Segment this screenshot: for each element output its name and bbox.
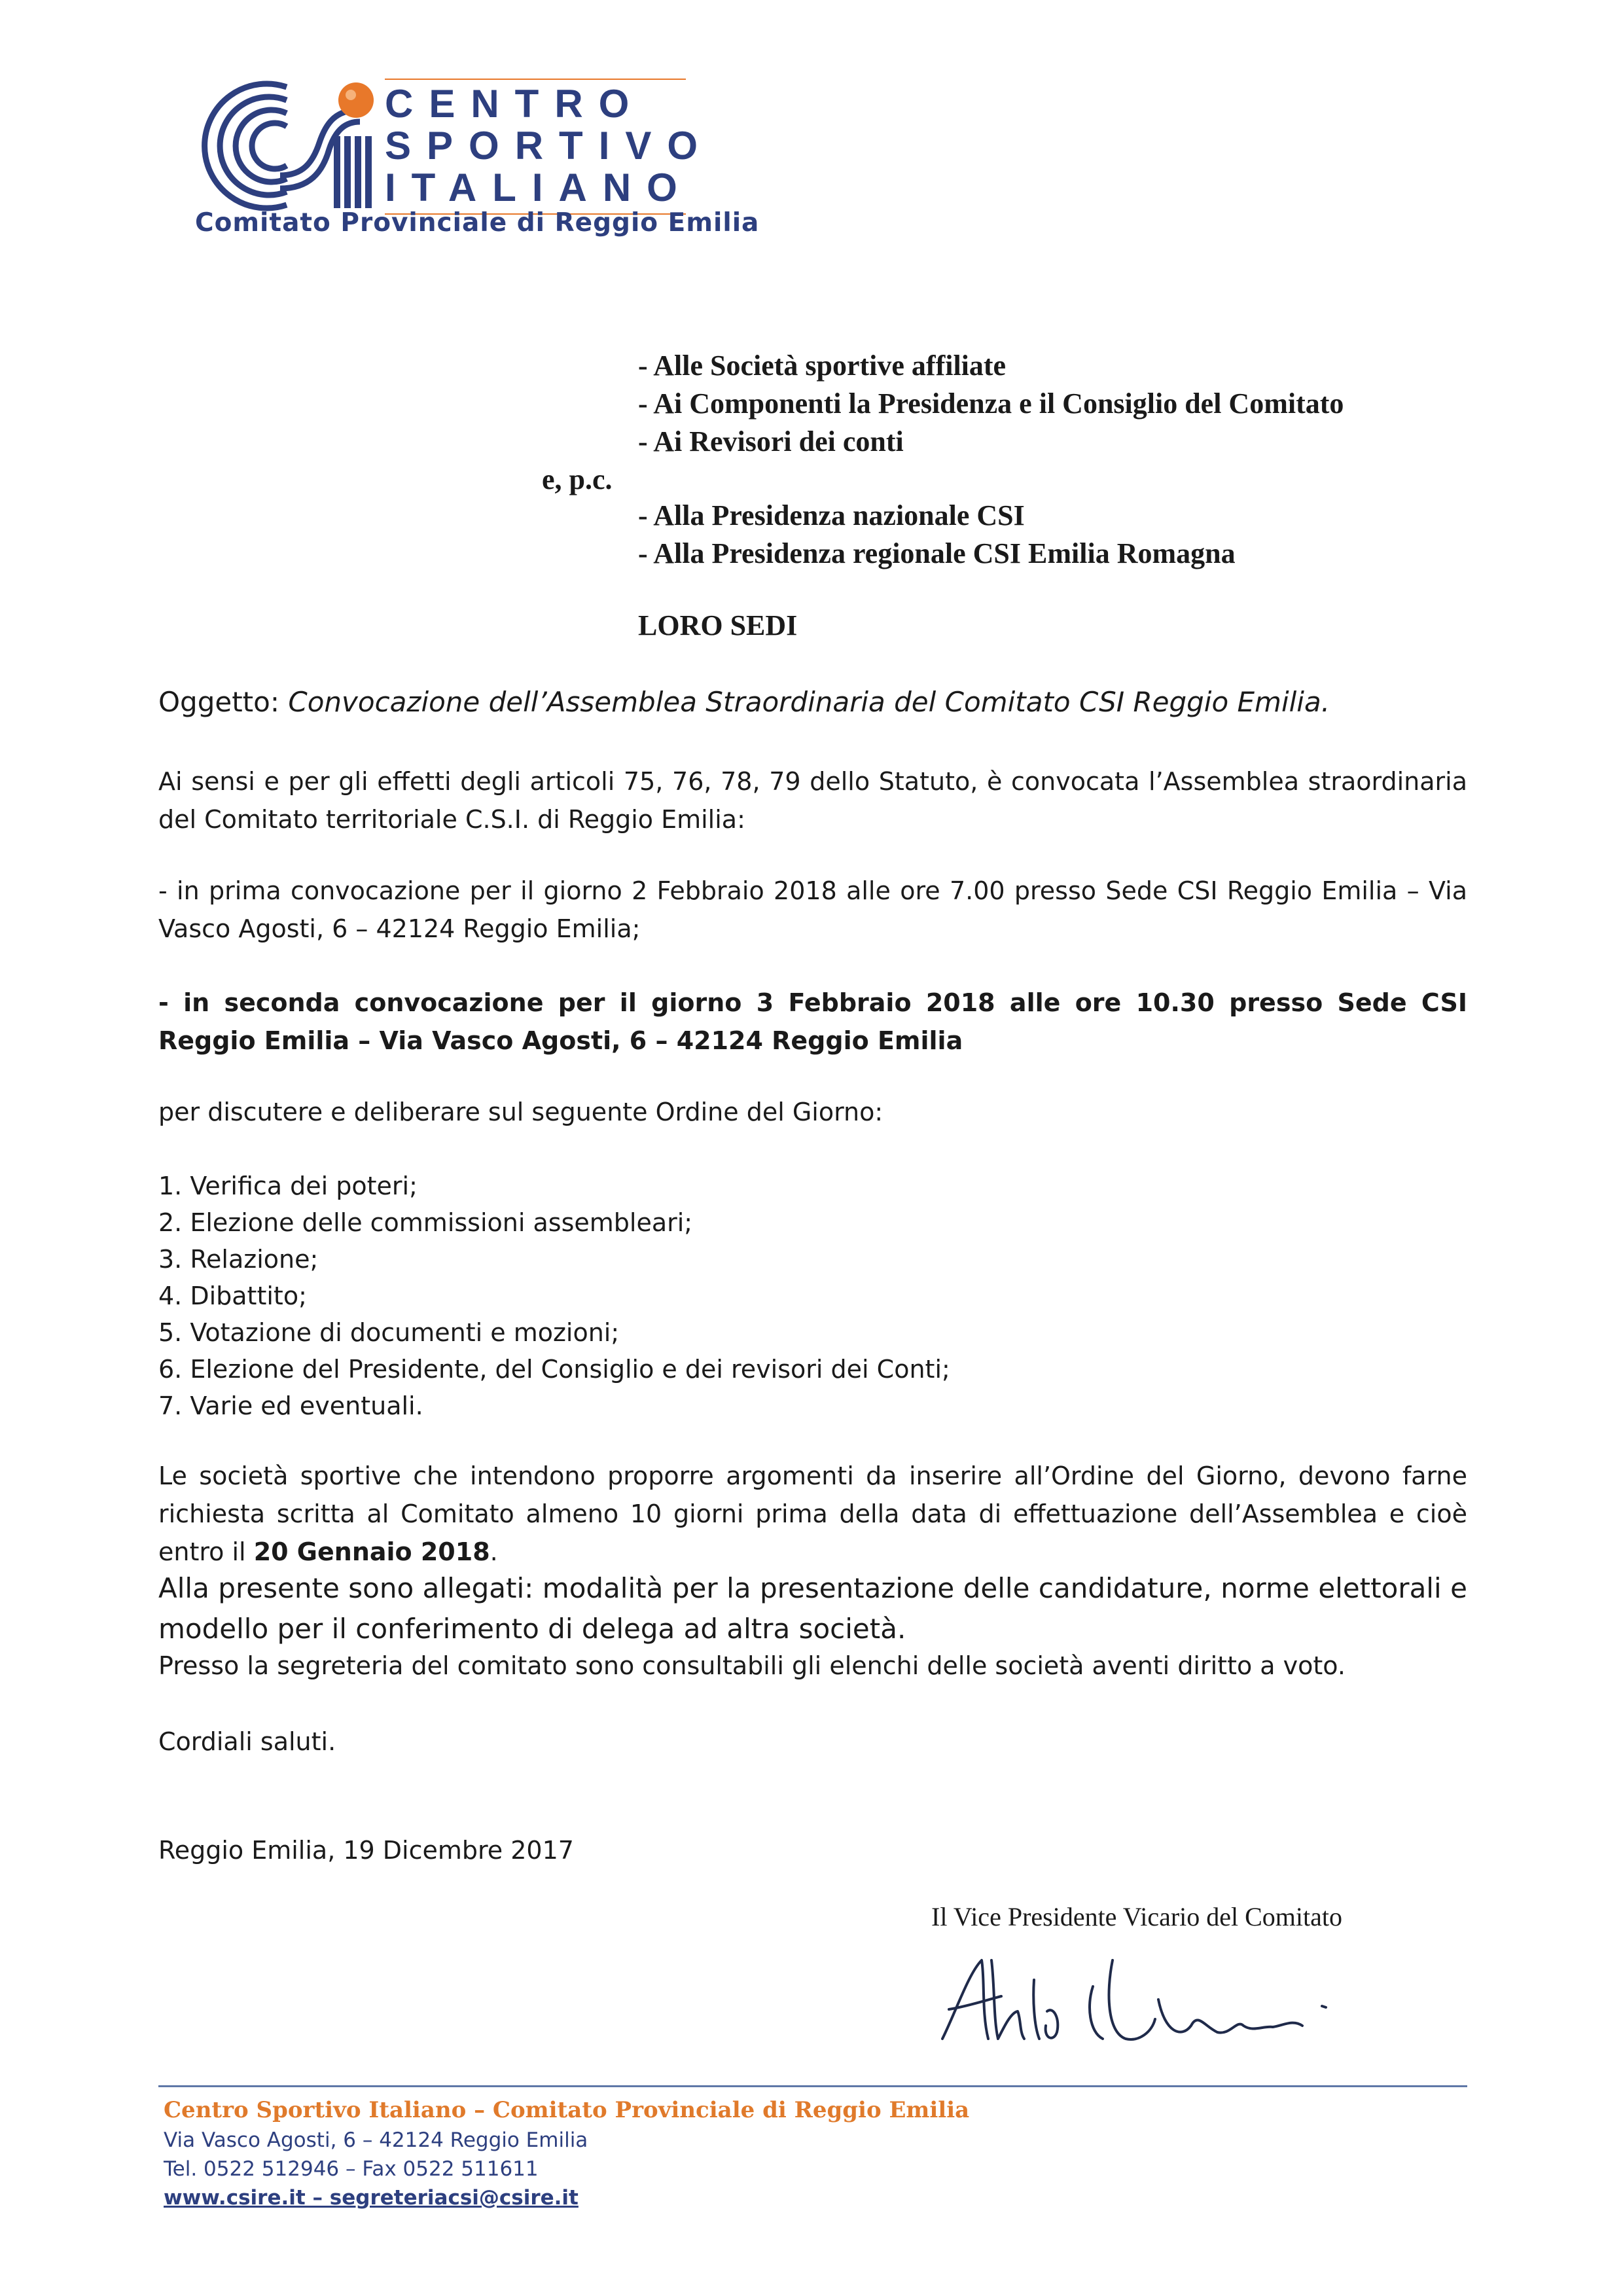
attachments-paragraph: Alla presente sono allegati: modalità per la presentazione delle candidature, norme elettorali e modello per il conferimento di delega ad altra società. bbox=[158, 1572, 1467, 1645]
agenda-item: 4. Dibattito; bbox=[158, 1282, 307, 1310]
recipient-item: - Ai Revisori dei conti bbox=[638, 425, 904, 457]
proposals-text: Le società sportive che intendono proporre argomenti da inserire all’Ordine del Giorno, devono farne richiesta scritta al Comitato almeno 10 giorni prima della data di effettuazione dell’Assemblea e cioè entro il bbox=[158, 1462, 1467, 1566]
agenda-item: 7. Varie ed eventuali. bbox=[158, 1391, 423, 1420]
agenda-item: 6. Elezione del Presidente, del Consiglio e dei revisori dei Conti; bbox=[158, 1355, 950, 1384]
subject-text: Convocazione dell’Assemblea Straordinaria del Comitato CSI Reggio Emilia. bbox=[288, 686, 1330, 718]
proposals-deadline: 20 Gennaio 2018 bbox=[253, 1537, 490, 1566]
proposals-paragraph bbox=[158, 1457, 1467, 1571]
loro-sedi: LORO SEDI bbox=[638, 609, 798, 641]
agenda-item: 1. Verifica dei poteri; bbox=[158, 1172, 418, 1200]
signer-title: Il Vice Presidente Vicario del Comitato bbox=[931, 1902, 1343, 1931]
logo-rule bbox=[385, 79, 686, 80]
cc-label: e, p.c. bbox=[542, 463, 613, 495]
agenda-intro: per discutere e deliberare sul seguente Ordine del Giorno: bbox=[158, 1098, 883, 1126]
recipient-item: - Alle Società sportive affiliate bbox=[638, 350, 1007, 382]
logo-word-sportivo: SPORTIVO bbox=[385, 124, 714, 168]
agenda-item: 2. Elezione delle commissioni assembleari; bbox=[158, 1208, 693, 1237]
cc-recipient-list bbox=[638, 497, 1236, 573]
lists-note: Presso la segreteria del comitato sono consultabili gli elenchi delle società aventi diritto a voto. bbox=[158, 1651, 1346, 1680]
subject-line bbox=[158, 686, 1330, 718]
recipient-item: - Ai Componenti la Presidenza e il Consiglio del Comitato bbox=[638, 387, 1344, 420]
footer-phone: Tel. 0522 512946 – Fax 0522 511611 bbox=[164, 2157, 539, 2181]
second-call-paragraph: - in seconda convocazione per il giorno 3 Febbraio 2018 alle ore 10.30 presso Sede CSI Reggio Emilia – Via Vasco Agosti, 6 – 42124 Reggio Emilia bbox=[158, 988, 1467, 1055]
greeting: Cordiali saluti. bbox=[158, 1727, 336, 1756]
footer-organization: Centro Sportivo Italiano – Comitato Provinciale di Reggio Emilia bbox=[164, 2097, 970, 2123]
footer-divider bbox=[158, 2085, 1467, 2087]
subject-label: Oggetto: bbox=[158, 686, 280, 718]
agenda-item: 5. Votazione di documenti e mozioni; bbox=[158, 1318, 620, 1347]
recipient-list bbox=[638, 347, 1344, 461]
logo-word-centro: CENTRO bbox=[385, 82, 645, 126]
logo-subtitle: Comitato Provinciale di Reggio Emilia bbox=[195, 208, 760, 238]
csi-emblem-icon bbox=[188, 71, 385, 215]
place-date: Reggio Emilia, 19 Dicembre 2017 bbox=[158, 1836, 574, 1865]
handwritten-signature bbox=[929, 1934, 1518, 2065]
footer-address: Via Vasco Agosti, 6 – 42124 Reggio Emilia bbox=[164, 2128, 588, 2152]
agenda-item: 3. Relazione; bbox=[158, 1245, 319, 1274]
logo-word-italiano: ITALIANO bbox=[385, 166, 693, 209]
recipient-item: - Alla Presidenza nazionale CSI bbox=[638, 499, 1025, 531]
first-call-paragraph: - in prima convocazione per il giorno 2 Febbraio 2018 alle ore 7.00 presso Sede CSI Reggio Emilia – Via Vasco Agosti, 6 – 42124 Reggio Emilia; bbox=[158, 876, 1467, 943]
intro-paragraph: Ai sensi e per gli effetti degli articoli 75, 76, 78, 79 dello Statuto, è convocata l’Assemblea straordinaria del Comitato territoriale C.S.I. di Reggio Emilia: bbox=[158, 767, 1467, 834]
recipient-item: - Alla Presidenza regionale CSI Emilia Romagna bbox=[638, 537, 1236, 569]
footer-web-email[interactable]: www.csire.it – segreteriacsi@csire.it bbox=[164, 2186, 579, 2210]
proposals-end: . bbox=[490, 1537, 498, 1566]
